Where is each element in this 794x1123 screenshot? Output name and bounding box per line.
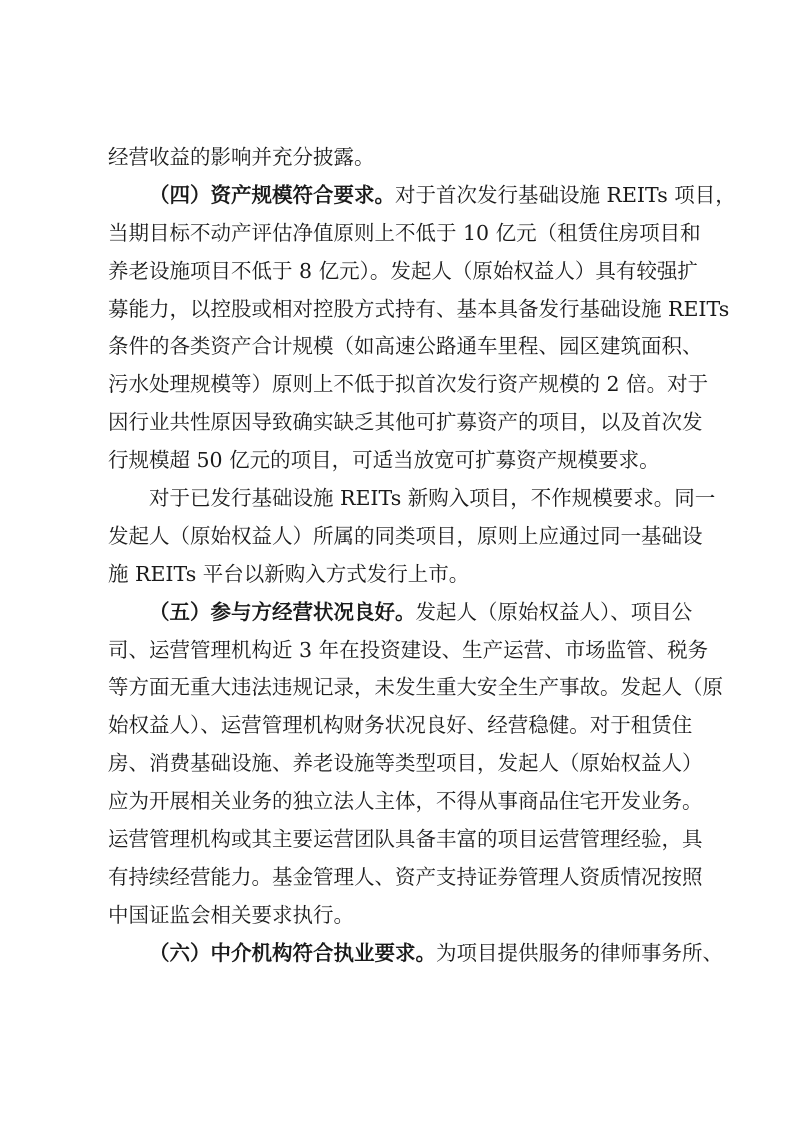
document-page [108,139,736,973]
text-line: 污水处理规模等）原则上不低于拟首次发行资产规模的 2 倍。对于 [108,372,709,397]
text-line: 养老设施项目不低于 8 亿元）。发起人（原始权益人）具有较强扩 [108,258,698,283]
text-line: 因行业共性原因导致确实缺乏其他可扩募资产的项目，以及首次发 [108,410,703,435]
text-line: 中国证监会相关要求执行。 [108,902,354,927]
text-line: 运营管理机构或其主要运营团队具备丰富的项目运营管理经验，具 [108,827,703,852]
text-line: 始权益人）、运营管理机构财务状况良好、经营稳健。对于租赁住 [108,713,693,738]
text-line: 等方面无重大违法违规记录，未发生重大安全生产事故。发起人（原 [108,675,723,700]
section-heading: （五）参与方经营状况良好。 [149,599,416,624]
text-line: 发起人（原始权益人）所属的同类项目，原则上应通过同一基础设 [108,523,703,548]
text-line: 条件的各类资产合计规模（如高速公路通车里程、园区建筑面积、 [108,334,703,359]
text-line: 经营收益的影响并充分披露。 [108,145,375,169]
text-line: 行规模超 50 亿元的项目，可适当放宽可扩募资产规模要求。 [108,448,660,473]
section-heading-line: （六）中介机构符合执业要求。为项目提供服务的律师事务所、 [149,940,723,965]
text-line: 募能力，以控股或相对控股方式持有、基本具备发行基础设施 REITs [108,296,730,321]
text-line: 有持续经营能力。基金管理人、资产支持证券管理人资质情况按照 [108,864,703,889]
section-heading-line: （五）参与方经营状况良好。发起人（原始权益人）、项目公 [149,599,693,624]
text-line: 司、运营管理机构近 3 年在投资建设、生产运营、市场监管、税务 [108,637,709,662]
section-heading-line: （四）资产规模符合要求。对于首次发行基础设施 REITs 项目， [149,182,736,207]
section-heading: （四）资产规模符合要求。 [149,182,395,207]
section-heading: （六）中介机构符合执业要求。 [149,940,436,965]
text-line: 对于已发行基础设施 REITs 新购入项目，不作规模要求。同一 [149,486,716,511]
text-line: 应为开展相关业务的独立法人主体，不得从事商品住宅开发业务。 [108,789,703,814]
text-line: 施 REITs 平台以新购入方式发行上市。 [108,561,470,586]
text-line: 当期目标不动产评估净值原则上不低于 10 亿元（租赁住房项目和 [108,220,701,245]
text-line: 房、消费基础设施、养老设施等类型项目，发起人（原始权益人） [108,751,703,776]
